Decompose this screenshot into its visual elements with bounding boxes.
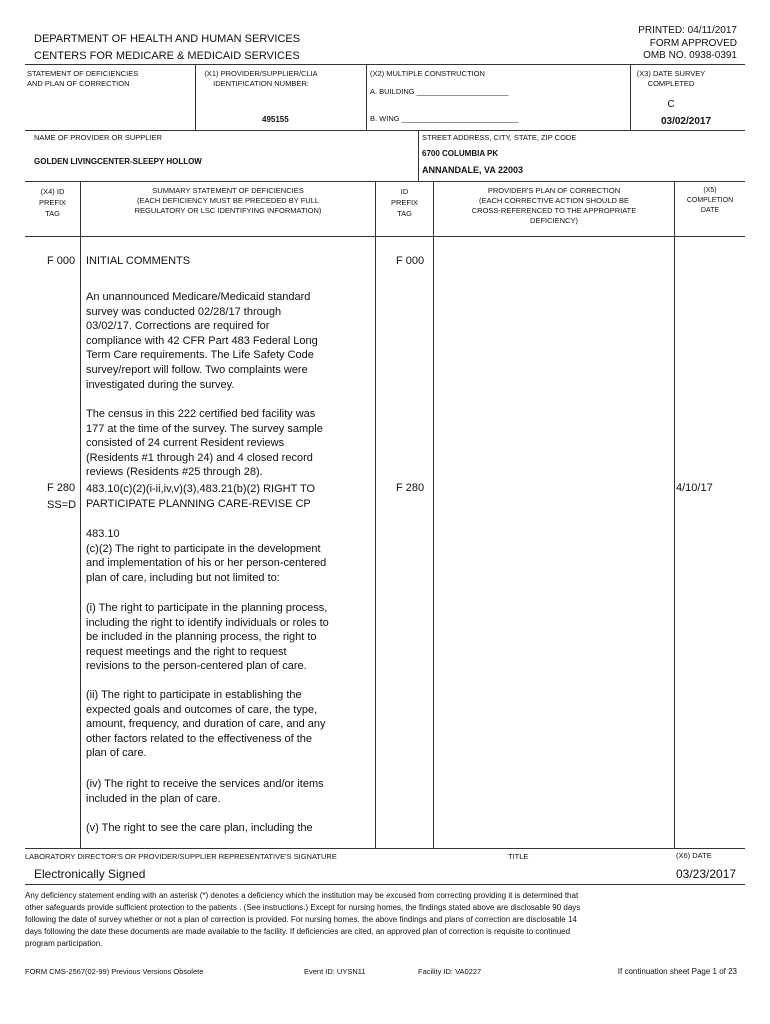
- f280-id-tag: F 280: [396, 482, 425, 494]
- survey-completed-date: 03/02/2017: [660, 116, 712, 127]
- form-number: FORM CMS-2567(02-99) Previous Versions Obsolete: [25, 967, 204, 976]
- statement-label: STATEMENT OF DEFICIENCIES AND PLAN OF CORRECTION: [27, 69, 139, 88]
- completion-date-header: (X5) COMPLETION DATE: [686, 187, 734, 214]
- right-v-paragraph: (v) The right to see the care plan, including the: [86, 822, 313, 834]
- continuation-page: If continuation sheet Page 1 of 23: [617, 967, 737, 976]
- plan-header: PROVIDER'S PLAN OF CORRECTION (EACH CORRECTIVE ACTION SHOULD BE CROSS-REFERENCED TO THE APPROPRIATE DEFICIENCY): [471, 186, 637, 225]
- f280-completion-date: 4/10/17: [676, 482, 713, 494]
- address-label: STREET ADDRESS, CITY, STATE, ZIP CODE: [422, 133, 577, 142]
- summary-header: SUMMARY STATEMENT OF DEFICIENCIES (EACH DEFICIENCY MUST BE PRECEDED BY FULL REGULATORY OR LSC IDENTIFYING INFORMATION): [134, 186, 322, 215]
- f280-scope-severity: SS=D: [47, 499, 77, 511]
- provider-name: GOLDEN LIVINGCENTER-SLEEPY HOLLOW: [34, 157, 202, 166]
- omb-number: OMB NO. 0938-0391: [643, 50, 737, 61]
- signature-value: Electronically Signed: [34, 867, 146, 881]
- f000-id-tag: F 000: [396, 255, 425, 267]
- date-label: (X6) DATE: [676, 851, 712, 860]
- facility-id: Facility ID: VA0227: [418, 967, 482, 976]
- initial-comments-paragraph: An unannounced Medicare/Medicaid standard survey was conducted 02/28/17 through 03/02/17. Corrections are required for compliance with 42 CFR Part 483 Federal Long Term Care requirements. The Life Safety Code survey/report will follow. Two complaints were investigated during the survey.: [86, 291, 318, 391]
- form-approved: FORM APPROVED: [649, 38, 737, 49]
- f280-tag: F 280: [47, 482, 76, 494]
- f000-title: INITIAL COMMENTS: [86, 255, 191, 267]
- x4-header: (X4) ID PREFIX TAG: [38, 187, 67, 218]
- x3-label: (X3) DATE SURVEY COMPLETED: [636, 69, 706, 88]
- f280-title: 483.10(c)(2)(i-ii,iv,v)(3),483.21(b)(2) RIGHT TO PARTICIPATE PLANNING CARE-REVISE CP: [86, 483, 316, 510]
- survey-code: C: [667, 99, 675, 110]
- signature-date: 03/23/2017: [676, 867, 737, 881]
- right-i-paragraph: (i) The right to participate in the planning process, including the right to identify individuals or roles to be included in the planning process, the right to request meetings and the right to request revisions to the person-centered plan of care.: [86, 602, 329, 673]
- x2-label: (X2) MULTIPLE CONSTRUCTION: [370, 69, 485, 78]
- printed-date: PRINTED: 04/11/2017: [638, 25, 737, 36]
- right-iv-paragraph: (iv) The right to receive the services and/or items included in the plan of care.: [86, 778, 324, 805]
- provider-id-number: 495155: [262, 115, 289, 124]
- census-paragraph: The census in this 222 certified bed facility was 177 at the time of the survey. The survey sample consisted of 24 current Resident reviews (Residents #1 through 24) and 4 closed record reviews (Residents #25 through 28).: [86, 408, 323, 479]
- id-prefix-header: ID PREFIX TAG: [390, 187, 419, 218]
- x1-label: (X1) PROVIDER/SUPPLIER/CLIA IDENTIFICATION NUMBER:: [204, 69, 318, 88]
- regulation-483-10-paragraph: 483.10 (c)(2) The right to participate in the development and implementation of his or her person-centered plan of care, including but not limited to:: [86, 528, 327, 584]
- title-label: TITLE: [508, 852, 529, 861]
- right-ii-paragraph: (ii) The right to participate in establishing the expected goals and outcomes of care, the type, amount, frequency, and duration of care, and any other factors related to the effectiveness of the plan of care.: [86, 689, 326, 760]
- wing-field: B. WING ____________________________: [370, 114, 519, 123]
- signature-label: LABORATORY DIRECTOR'S OR PROVIDER/SUPPLIER REPRESENTATIVE'S SIGNATURE: [25, 852, 337, 861]
- f000-tag: F 000: [47, 255, 76, 267]
- disclaimer: Any deficiency statement ending with an asterisk (*) denotes a deficiency which the institution may be excused from correcting providing it is determined that other safeguards provide sufficient protection to the patients . (See instructions.) Except for nursing homes, the findings stated above are disclosable 90 days following the date of survey whether or not a plan of correction is provided. For nursing homes, the above findings and plans of correction are disclosable 14 days following the date these documents are made available to the facility. If deficiencies are cited, an approved plan of correction is requisite to continued program participation.: [25, 891, 581, 948]
- provider-name-label: NAME OF PROVIDER OR SUPPLIER: [34, 133, 162, 142]
- department-line-2: CENTERS FOR MEDICARE & MEDICAID SERVICES: [34, 50, 300, 62]
- department-line-1: DEPARTMENT OF HEALTH AND HUMAN SERVICES: [34, 33, 301, 45]
- address-street: 6700 COLUMBIA PK: [422, 149, 499, 158]
- event-id: Event ID: UYSN11: [304, 967, 366, 976]
- address-city: ANNANDALE, VA 22003: [422, 165, 524, 175]
- building-field: A. BUILDING ______________________: [370, 87, 509, 96]
